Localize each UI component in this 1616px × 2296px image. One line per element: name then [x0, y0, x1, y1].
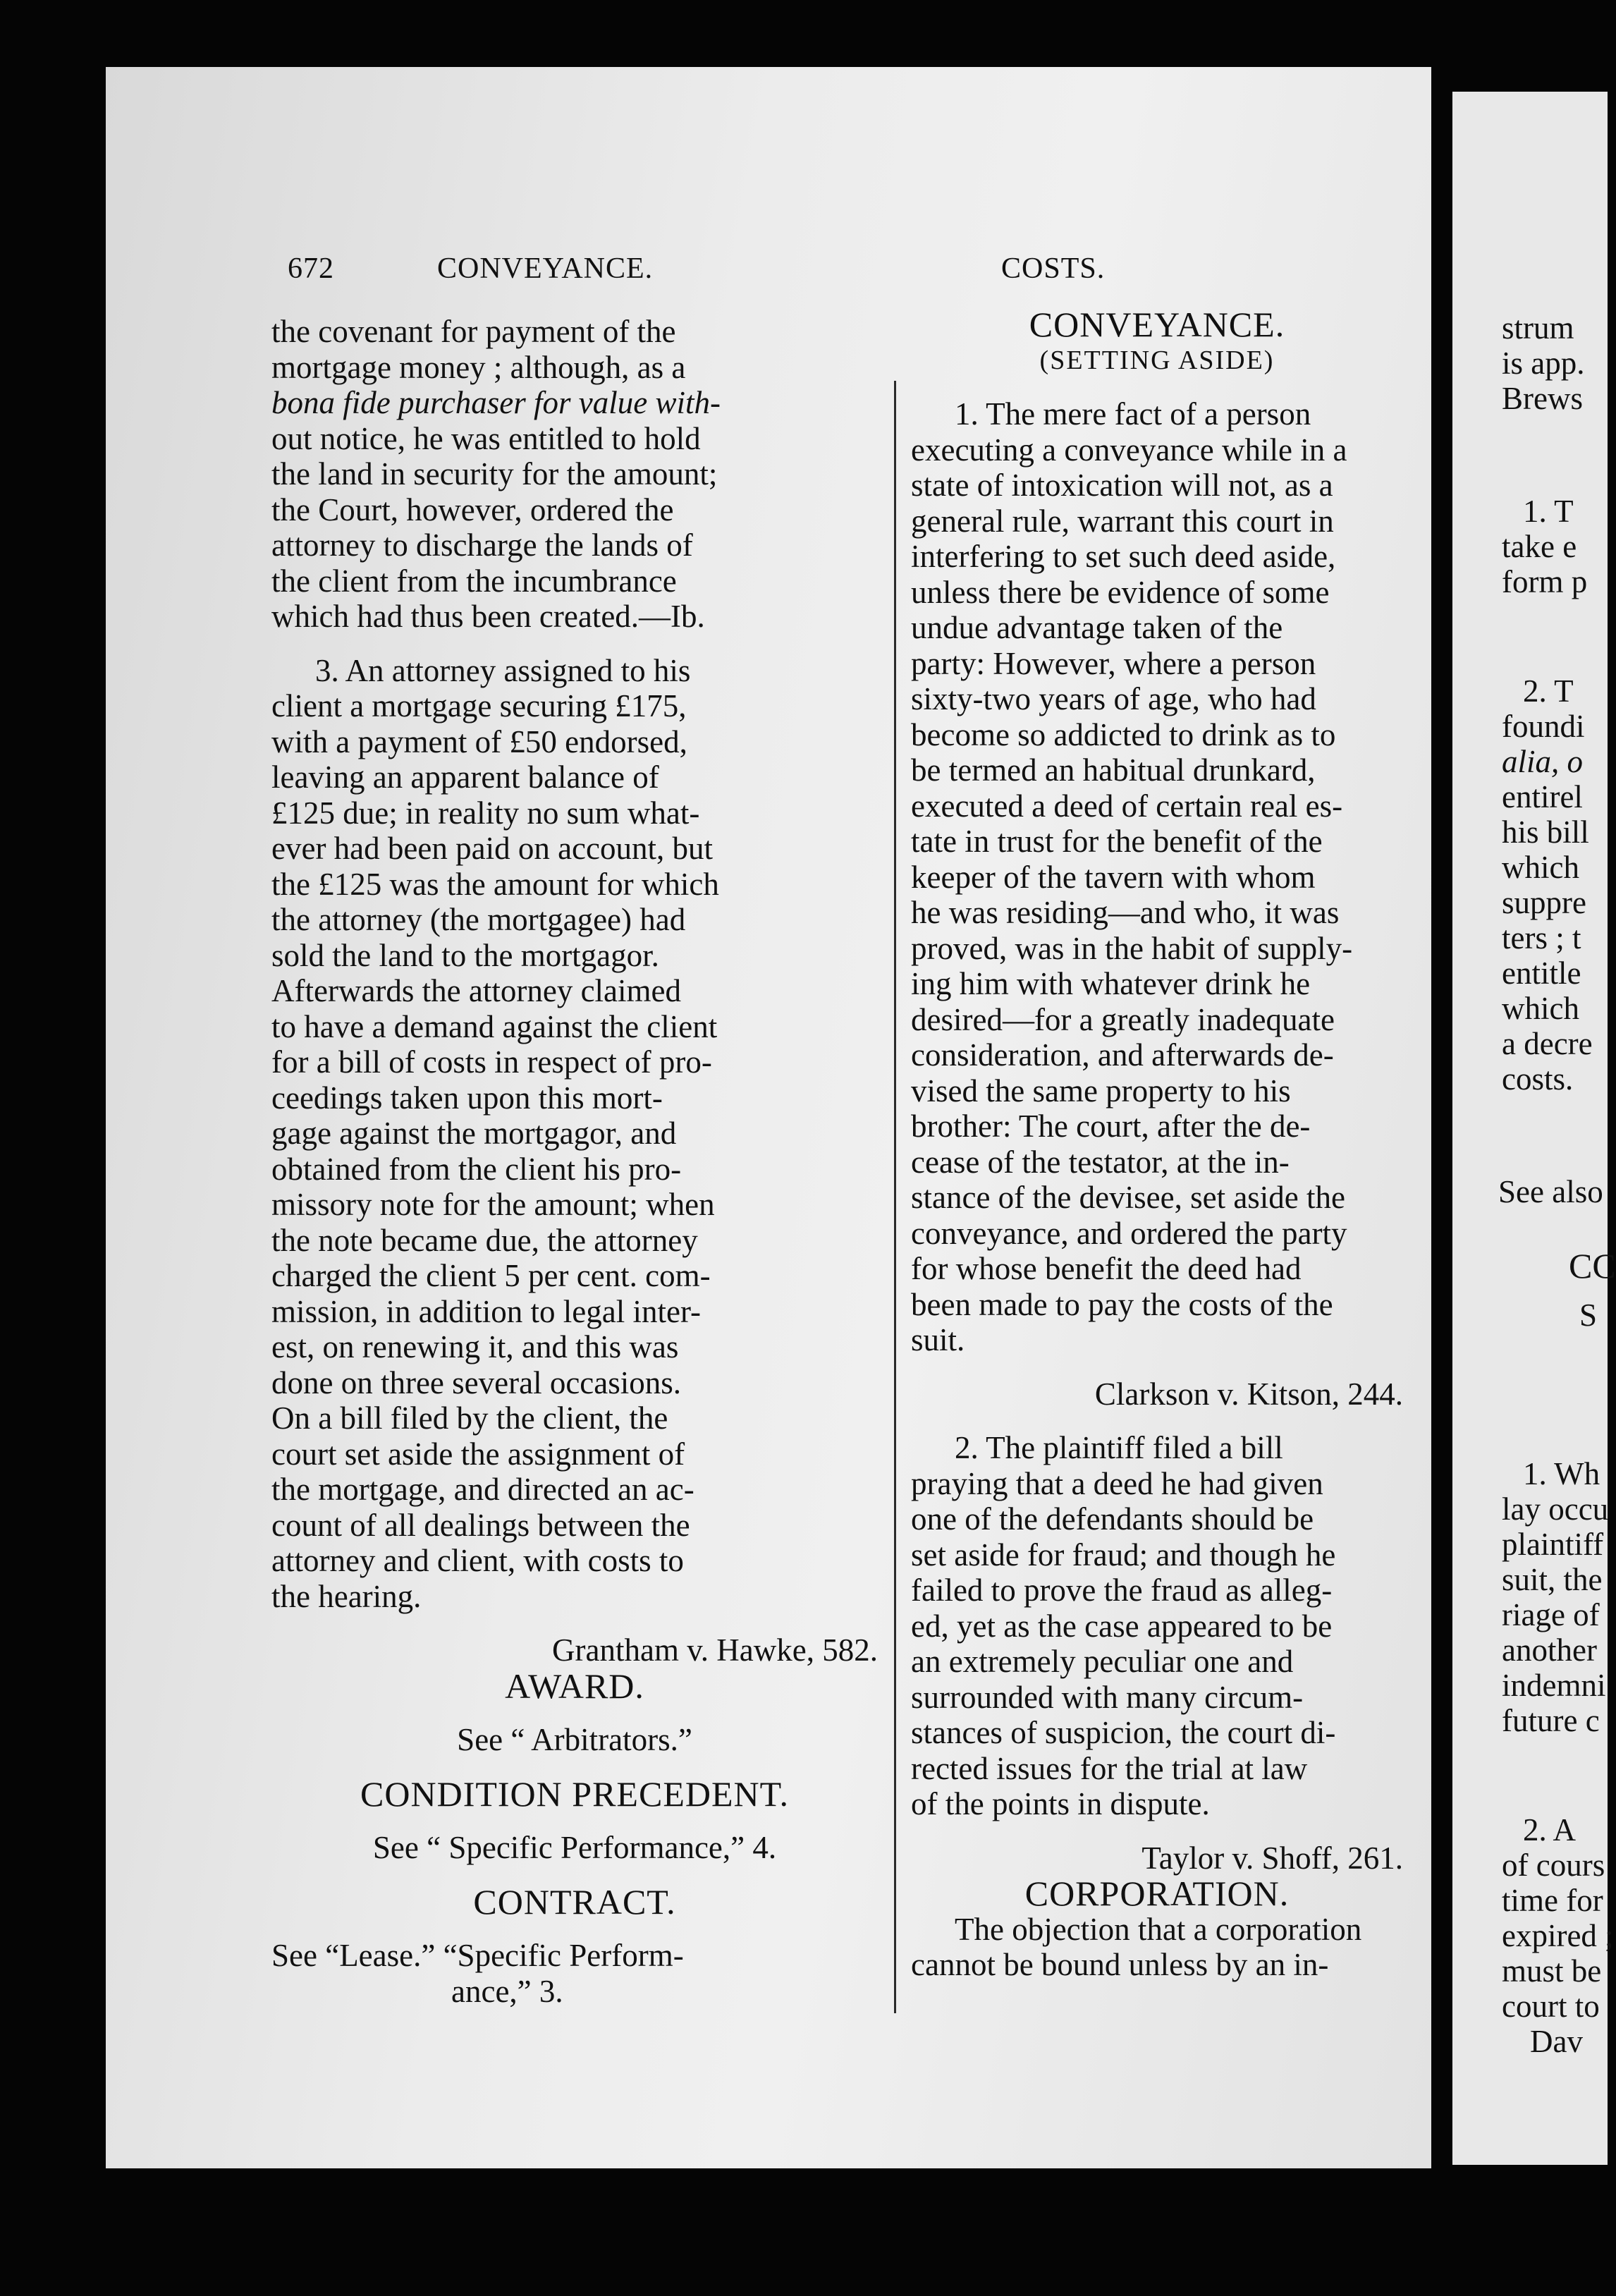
left-column — [271, 314, 878, 2009]
page-number: 672 — [288, 252, 334, 285]
adjacent-text: ters ; t — [1502, 920, 1581, 955]
text-line: proved, was in the habit of supply- — [911, 930, 1353, 966]
text-line: sold the land to the mortgagor. — [271, 937, 659, 973]
text-line: for a bill of costs in respect of pro- — [271, 1044, 712, 1080]
text-line: court set aside the assignment of — [271, 1436, 685, 1472]
text-line: general rule, warrant this court in — [911, 503, 1334, 539]
text-line: Afterwards the attorney claimed — [271, 973, 682, 1008]
adjacent-text: must be — [1502, 1953, 1602, 1989]
text-line: count of all dealings between the — [271, 1507, 690, 1543]
text-line: desired—for a greatly inadequate — [911, 1001, 1335, 1037]
adjacent-text: foundi — [1502, 709, 1585, 744]
text-line: sixty-two years of age, who had — [911, 681, 1316, 716]
text-line: one of the defendants should be — [911, 1501, 1314, 1537]
text-line: the attorney (the mortgagee) had — [271, 902, 686, 937]
section-heading-corporation: CORPORATION. — [1024, 1874, 1290, 1913]
text-line: vised the same property to his — [911, 1073, 1291, 1109]
text-line: the hearing. — [271, 1578, 422, 1614]
adjacent-text: See also — [1498, 1174, 1603, 1209]
text-line: ceedings taken upon this mort- — [271, 1080, 663, 1116]
adjacent-heading: CC — [1569, 1246, 1616, 1286]
text-line: missory note for the amount; when — [271, 1187, 715, 1222]
adjacent-text: his bill — [1502, 814, 1589, 850]
text-line: ed, yet as the case appeared to be — [911, 1608, 1333, 1644]
adjacent-text: of cours — [1502, 1848, 1605, 1883]
text-line: unless there be evidence of some — [911, 574, 1330, 610]
running-head-left: CONVEYANCE. — [437, 252, 654, 285]
text-line: the £125 was the amount for which — [271, 866, 719, 902]
adjacent-text: Dav — [1530, 2024, 1583, 2059]
text-line: failed to prove the fraud as alleg- — [911, 1573, 1333, 1608]
text-line: attorney and client, with costs to — [271, 1543, 684, 1578]
text-line: gage against the mortgagor, and — [271, 1116, 677, 1151]
text-line: cannot be bound unless by an in- — [911, 1947, 1329, 1982]
text-line: executed a deed of certain real es- — [911, 788, 1343, 824]
book-page — [106, 67, 1431, 2168]
text-line: the mortgage, and directed an ac- — [271, 1472, 694, 1507]
text-line: surrounded with many circum- — [911, 1679, 1304, 1715]
section-heading-condition-precedent: CONDITION PRECEDENT. — [360, 1773, 789, 1814]
adjacent-text: 2. T — [1523, 673, 1574, 709]
text-line: The objection that a corporation — [955, 1911, 1362, 1947]
case-citation: Grantham v. Hawke, 582. — [552, 1632, 878, 1668]
adjacent-text: plaintiff — [1502, 1527, 1604, 1562]
adjacent-text: entirel — [1502, 779, 1583, 814]
text-line: an extremely peculiar one and — [911, 1644, 1294, 1679]
adjacent-text: Brews — [1502, 381, 1583, 416]
text-line: rected issues for the trial at law — [911, 1750, 1308, 1786]
adjacent-text: 2. A — [1523, 1812, 1577, 1848]
adjacent-text: which — [1502, 991, 1579, 1026]
case-citation: Clarkson v. Kitson, 244. — [1094, 1376, 1403, 1412]
text-line: client a mortgage securing £175, — [271, 688, 687, 723]
text-line: of the points in dispute. — [911, 1786, 1210, 1821]
cross-reference: ance,” 3. — [451, 1973, 563, 2009]
section-heading-conveyance: CONVEYANCE. — [1029, 305, 1285, 344]
adjacent-text: suit, the — [1502, 1562, 1603, 1597]
cross-reference: See “Lease.” “Specific Perform- — [271, 1938, 684, 1973]
adjacent-text: suppre — [1502, 885, 1586, 920]
text-line: with a payment of £50 endorsed, — [271, 723, 687, 759]
text-line: the land in security for the amount; — [271, 456, 718, 491]
text-line: out notice, he was entitled to hold — [271, 420, 701, 456]
case-citation: Taylor v. Shoff, 261. — [1141, 1840, 1403, 1876]
text-line: for whose benefit the deed had — [911, 1251, 1302, 1286]
adjacent-text: take e — [1502, 529, 1577, 564]
text-line: interfering to set such deed aside, — [911, 539, 1336, 574]
column-rule — [894, 381, 896, 2013]
adjacent-text: entitle — [1502, 955, 1581, 991]
text-line: tate in trust for the benefit of the — [911, 824, 1323, 859]
text-line: which had thus been created.—Ib. — [271, 599, 705, 634]
text-line: the Court, however, ordered the — [271, 491, 674, 527]
text-line: obtained from the client his pro- — [271, 1151, 682, 1187]
text-line: 1. The mere fact of a person — [955, 396, 1311, 432]
text-line: done on three several occasions. — [271, 1364, 682, 1400]
text-line: party: However, where a person — [911, 645, 1316, 681]
text-line: £125 due; in reality no sum what- — [271, 795, 700, 831]
adjacent-text: costs. — [1502, 1061, 1574, 1097]
text-line: praying that a deed he had given — [911, 1465, 1323, 1501]
adjacent-text: court to — [1502, 1989, 1600, 2024]
cross-reference: See “ Arbitrators.” — [457, 1722, 692, 1757]
adjacent-text: expired ; — [1502, 1918, 1614, 1953]
adjacent-text: strum — [1502, 310, 1574, 346]
text-line: 3. An attorney assigned to his — [315, 652, 691, 688]
text-line: charged the client 5 per cent. com- — [271, 1258, 711, 1293]
adjacent-text: which — [1502, 850, 1579, 885]
adjacent-text: a decre — [1502, 1026, 1593, 1061]
text-line: mission, in addition to legal inter- — [271, 1293, 702, 1329]
section-heading-award: AWARD. — [505, 1666, 644, 1706]
text-line: executing a conveyance while in a — [911, 432, 1347, 468]
text-line: brother: The court, after the de- — [911, 1109, 1311, 1144]
text-line: undue advantage taken of the — [911, 610, 1283, 645]
text-line: been made to pay the costs of the — [911, 1286, 1333, 1322]
text-line: he was residing—and who, it was — [911, 895, 1340, 930]
text-line: conveyance, and ordered the party — [911, 1215, 1347, 1251]
right-column — [911, 307, 1403, 1983]
text-line: consideration, and afterwards de- — [911, 1037, 1334, 1073]
text-line: On a bill filed by the client, the — [271, 1400, 668, 1436]
text-line: set aside for fraud; and though he — [911, 1537, 1336, 1573]
adjacent-text: is app. — [1502, 346, 1585, 381]
text-line: stance of the devisee, set aside the — [911, 1180, 1346, 1215]
adjacent-text: 1. T — [1523, 494, 1574, 529]
text-line: keeper of the tavern with whom — [911, 859, 1316, 895]
adjacent-text: time for — [1502, 1883, 1603, 1918]
text-line: ing him with whatever drink he — [911, 966, 1311, 1001]
running-head-center: COSTS. — [1001, 252, 1106, 285]
section-heading-contract: CONTRACT. — [473, 1881, 676, 1922]
adjacent-page — [1452, 92, 1616, 2165]
adjacent-text: form p — [1502, 564, 1588, 599]
cross-reference: See “ Specific Performance,” 4. — [372, 1830, 777, 1865]
text-line: mortgage money ; although, as a — [271, 349, 686, 385]
text-line: become so addicted to drink as to — [911, 716, 1336, 752]
adjacent-text: riage of — [1502, 1597, 1600, 1632]
text-line: the client from the incumbrance — [271, 563, 677, 599]
adjacent-text: 1. Wh — [1523, 1456, 1600, 1491]
text-line: the covenant for payment of the — [271, 314, 676, 349]
text-line: bona fide purchaser for value with- — [271, 385, 721, 420]
section-subheading: (SETTING ASIDE) — [1039, 345, 1275, 375]
text-line: est, on renewing it, and this was — [271, 1329, 679, 1364]
text-line: cease of the testator, at the in- — [911, 1144, 1290, 1180]
text-line: stances of suspicion, the court di- — [911, 1715, 1336, 1750]
text-line: the note became due, the attorney — [271, 1222, 698, 1258]
adjacent-heading: S — [1579, 1297, 1598, 1333]
adjacent-text: another — [1502, 1632, 1597, 1668]
text-line: state of intoxication will not, as a — [911, 468, 1333, 503]
text-line: suit. — [911, 1322, 965, 1357]
text-line: ever had been paid on account, but — [271, 831, 714, 866]
text-line: be termed an habitual drunkard, — [911, 752, 1316, 788]
adjacent-text: indemni — [1502, 1668, 1606, 1703]
text-line: 2. The plaintiff filed a bill — [955, 1430, 1283, 1465]
adjacent-text: alia, o — [1502, 744, 1584, 779]
text-line: attorney to discharge the lands of — [271, 527, 693, 563]
text-line: to have a demand against the client — [271, 1008, 718, 1044]
adjacent-text: lay occu — [1502, 1491, 1609, 1527]
adjacent-text: future c — [1502, 1703, 1600, 1738]
text-line: leaving an apparent balance of — [271, 759, 659, 795]
